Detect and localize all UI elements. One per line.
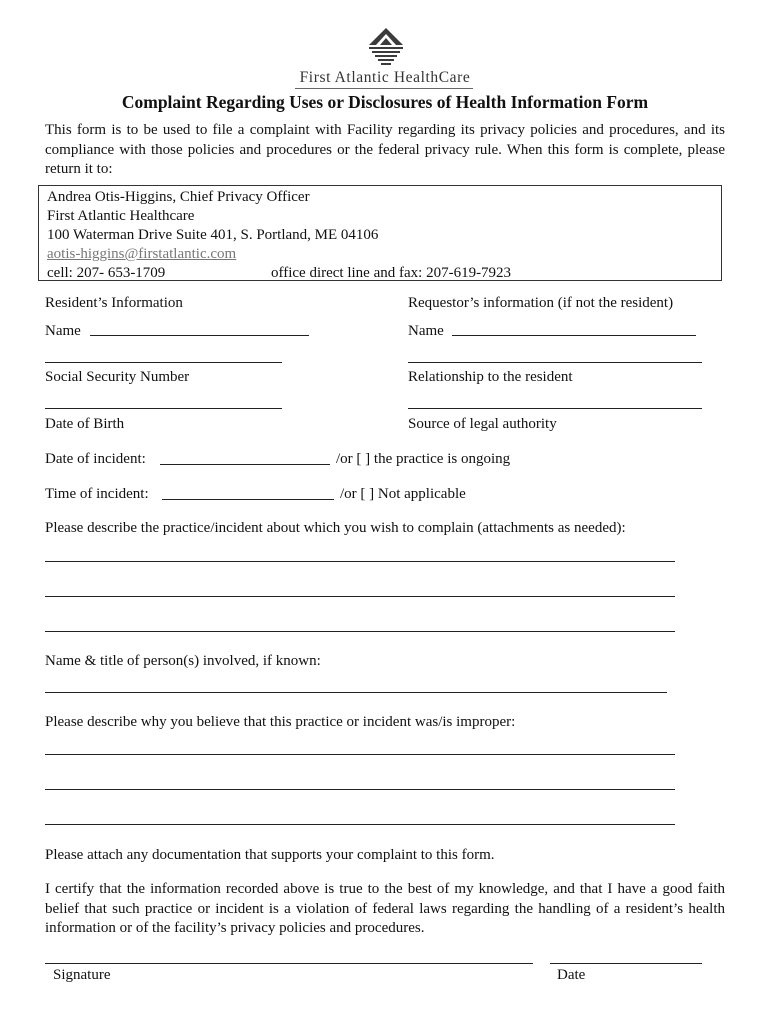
resident-extra-line[interactable]: [45, 362, 282, 363]
dob-label: Date of Birth: [45, 416, 125, 432]
incident-ongoing-option[interactable]: /or [ ] the practice is ongoing: [336, 451, 511, 467]
relationship-field[interactable]: [408, 408, 702, 409]
contact-name-title: Andrea Otis-Higgins, Chief Privacy Officer: [47, 189, 310, 205]
diamond-logo-icon: [363, 28, 409, 68]
incident-date-field[interactable]: [160, 464, 330, 465]
logo-divider: [295, 88, 473, 89]
contact-email-link[interactable]: aotis-higgins@firstatlantic.com: [47, 246, 237, 262]
contact-address: 100 Waterman Drive Suite 401, S. Portland, ME 04106: [47, 227, 379, 243]
contact-cell: cell: 207- 653-1709: [47, 265, 166, 281]
intro-paragraph: This form is to be used to file a complaint with Facility regarding its privacy policies and procedures, and its compliance with those policies and procedures or the federal privacy rule. When this form is complete, please return it to:: [45, 122, 725, 177]
requestor-name-field[interactable]: [452, 335, 696, 336]
certification-statement: I certify that the information recorded above is true to the best of my knowledge, and that I have a good faith belief that such practice or incident is a violation of federal laws regarding the handling of a resident’s health information or of the facility’s privacy policies and procedures.: [45, 881, 725, 936]
date-label: Date: [557, 967, 586, 983]
improper-line-3[interactable]: [45, 824, 675, 825]
incident-time-field[interactable]: [162, 499, 334, 500]
contact-organization: First Atlantic Healthcare: [47, 208, 195, 224]
persons-involved-prompt: Name & title of person(s) involved, if known:: [45, 653, 321, 669]
relationship-label: Relationship to the resident: [408, 369, 573, 385]
legal-authority-label: Source of legal authority: [408, 416, 557, 432]
requestor-extra-line[interactable]: [408, 362, 702, 363]
describe-line-3[interactable]: [45, 631, 675, 632]
describe-incident-prompt: Please describe the practice/incident about which you wish to complain (attachments as needed):: [45, 520, 626, 536]
describe-line-1[interactable]: [45, 561, 675, 562]
requestor-info-header: Requestor’s information (if not the resident): [408, 295, 674, 311]
improper-line-2[interactable]: [45, 789, 675, 790]
describe-line-2[interactable]: [45, 596, 675, 597]
incident-date-label: Date of incident:: [45, 451, 146, 467]
resident-name-field[interactable]: [90, 335, 309, 336]
attach-docs-note: Please attach any documentation that supports your complaint to this form.: [45, 847, 495, 863]
improper-prompt: Please describe why you believe that this practice or incident was/is improper:: [45, 714, 516, 730]
date-field[interactable]: [550, 963, 702, 964]
contact-office: office direct line and fax: 207-619-7923: [271, 265, 512, 281]
resident-info-header: Resident’s Information: [45, 295, 183, 311]
signature-field[interactable]: [45, 963, 533, 964]
ssn-field[interactable]: [45, 408, 282, 409]
requestor-name-label: Name: [408, 323, 444, 339]
logo-wordmark: First Atlantic HealthCare: [299, 69, 471, 86]
signature-label: Signature: [53, 967, 111, 983]
improper-line-1[interactable]: [45, 754, 675, 755]
incident-na-option[interactable]: /or [ ] Not applicable: [340, 486, 466, 502]
contact-box: [38, 185, 722, 281]
page-title: Complaint Regarding Uses or Disclosures of Health Information Form: [121, 92, 649, 112]
incident-time-label: Time of incident:: [45, 486, 149, 502]
resident-name-label: Name: [45, 323, 81, 339]
ssn-label: Social Security Number: [45, 369, 190, 385]
persons-involved-line[interactable]: [45, 692, 667, 693]
